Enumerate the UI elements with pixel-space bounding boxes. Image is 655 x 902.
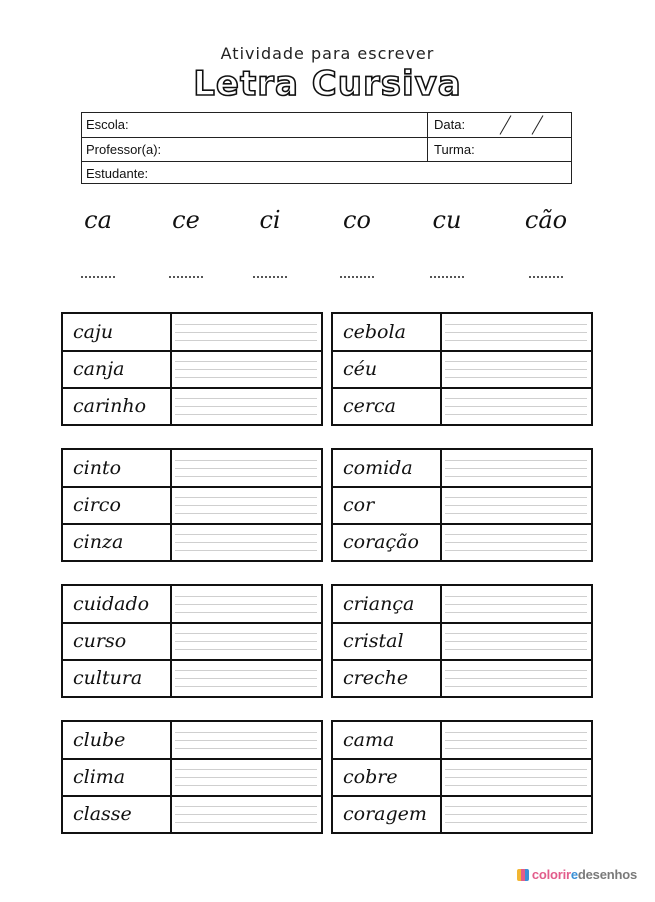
writing-guide-line[interactable] (445, 670, 587, 671)
writing-guide-line[interactable] (445, 822, 587, 823)
writing-guide-line[interactable] (445, 612, 587, 613)
writing-guide-line[interactable] (175, 806, 317, 807)
trace-line (529, 276, 563, 278)
writing-guide-line[interactable] (175, 748, 317, 749)
writing-guide-line[interactable] (445, 505, 587, 506)
teacher-label: Professor(a): (86, 142, 162, 157)
word-practice-block (331, 584, 593, 698)
writing-guide-line[interactable] (445, 361, 587, 362)
student-info-form (81, 112, 572, 184)
worksheet-title: Letra Cursiva (193, 64, 462, 104)
cursive-word: canja (73, 358, 125, 380)
writing-guide-line[interactable] (175, 612, 317, 613)
trace-line (169, 276, 203, 278)
cursive-word: cobre (343, 766, 398, 788)
writing-guide-line[interactable] (175, 406, 317, 407)
writing-guide-line[interactable] (175, 678, 317, 679)
writing-guide-line[interactable] (175, 814, 317, 815)
writing-guide-line[interactable] (175, 740, 317, 741)
trace-line (253, 276, 287, 278)
writing-guide-line[interactable] (445, 476, 587, 477)
cursive-word: circo (73, 494, 121, 516)
cursive-word: criança (343, 593, 415, 615)
trace-line (81, 276, 115, 278)
syllable: ca (84, 206, 112, 234)
writing-guide-line[interactable] (445, 649, 587, 650)
writing-guide-line[interactable] (175, 340, 317, 341)
syllable: cu (432, 206, 462, 234)
writing-guide-line[interactable] (445, 604, 587, 605)
cursive-word: coração (343, 531, 419, 553)
writing-guide-line[interactable] (445, 550, 587, 551)
info-row-student (82, 161, 571, 186)
word-practice-block (61, 584, 323, 698)
writing-guide-line[interactable] (445, 340, 587, 341)
cursive-word: classe (73, 803, 132, 825)
form-divider (427, 113, 428, 161)
syllable: co (343, 206, 371, 234)
trace-line (340, 276, 374, 278)
writing-guide-line[interactable] (175, 468, 317, 469)
writing-guide-line[interactable] (445, 769, 587, 770)
writing-guide-line[interactable] (445, 686, 587, 687)
syllable: ce (172, 206, 200, 234)
writing-guide-line[interactable] (445, 785, 587, 786)
writing-guide-line[interactable] (445, 748, 587, 749)
writing-guide-line[interactable] (175, 596, 317, 597)
cursive-word: cristal (343, 630, 404, 652)
writing-guide-line[interactable] (175, 822, 317, 823)
writing-guide-line[interactable] (445, 633, 587, 634)
writing-guide-line[interactable] (445, 641, 587, 642)
writing-guide-line[interactable] (445, 806, 587, 807)
writing-guide-line[interactable] (445, 398, 587, 399)
info-row-teacher (82, 137, 571, 162)
word-practice-block (61, 720, 323, 834)
writing-guide-line[interactable] (445, 369, 587, 370)
writing-guide-line[interactable] (175, 550, 317, 551)
writing-guide-line[interactable] (175, 332, 317, 333)
writing-guide-line[interactable] (175, 460, 317, 461)
word-practice-block (61, 448, 323, 562)
student-label: Estudante: (86, 166, 149, 181)
cursive-word: céu (343, 358, 378, 380)
writing-guide-line[interactable] (445, 460, 587, 461)
writing-guide-line[interactable] (175, 369, 317, 370)
cursive-word: curso (73, 630, 127, 652)
writing-guide-line[interactable] (445, 678, 587, 679)
syllable: ci (259, 206, 281, 234)
writing-guide-line[interactable] (175, 604, 317, 605)
writing-guide-line[interactable] (445, 542, 587, 543)
writing-guide-line[interactable] (445, 596, 587, 597)
writing-guide-line[interactable] (445, 324, 587, 325)
writing-guide-line[interactable] (175, 398, 317, 399)
writing-guide-line[interactable] (175, 497, 317, 498)
cursive-word: creche (343, 667, 409, 689)
word-practice-block (331, 448, 593, 562)
trace-line (430, 276, 464, 278)
cursive-word: cinza (73, 531, 124, 553)
syllable: cão (524, 206, 568, 234)
cursive-word: comida (343, 457, 413, 479)
writing-guide-line[interactable] (445, 406, 587, 407)
writing-guide-line[interactable] (445, 814, 587, 815)
cursive-word: cerca (343, 395, 396, 417)
writing-guide-line[interactable] (175, 534, 317, 535)
cursive-word: clube (73, 729, 126, 751)
school-label: Escola: (86, 117, 129, 132)
writing-guide-line[interactable] (445, 377, 587, 378)
writing-guide-line[interactable] (445, 777, 587, 778)
writing-guide-line[interactable] (445, 332, 587, 333)
writing-guide-line[interactable] (175, 732, 317, 733)
writing-guide-line[interactable] (175, 633, 317, 634)
site-logo: coloriredesenhos (517, 867, 637, 882)
cursive-word: carinho (73, 395, 147, 417)
cursive-word: cultura (73, 667, 143, 689)
cursive-word: cebola (343, 321, 406, 343)
word-practice-block (61, 312, 323, 426)
cursive-word: cuidado (73, 593, 150, 615)
writing-guide-line[interactable] (175, 361, 317, 362)
info-row-school (82, 113, 571, 137)
writing-guide-line[interactable] (175, 686, 317, 687)
writing-guide-line[interactable] (445, 414, 587, 415)
writing-guide-line[interactable] (445, 513, 587, 514)
writing-guide-line[interactable] (445, 497, 587, 498)
word-practice-block (331, 720, 593, 834)
writing-guide-line[interactable] (175, 377, 317, 378)
worksheet-subtitle: Atividade para escrever (220, 44, 435, 63)
writing-guide-line[interactable] (175, 769, 317, 770)
cursive-word: cama (343, 729, 395, 751)
date-label: Data: (434, 117, 466, 132)
writing-guide-line[interactable] (175, 414, 317, 415)
writing-guide-line[interactable] (445, 468, 587, 469)
word-practice-block (331, 312, 593, 426)
writing-guide-line[interactable] (175, 324, 317, 325)
cursive-word: caju (73, 321, 114, 343)
cursive-word: clima (73, 766, 126, 788)
writing-guide-line[interactable] (175, 476, 317, 477)
cursive-word: coragem (343, 803, 427, 825)
date-separator (532, 115, 544, 135)
writing-guide-line[interactable] (175, 785, 317, 786)
writing-guide-line[interactable] (175, 513, 317, 514)
writing-guide-line[interactable] (175, 505, 317, 506)
crayon-icon (517, 869, 529, 881)
cursive-word: cor (343, 494, 375, 516)
writing-guide-line[interactable] (445, 732, 587, 733)
writing-guide-line[interactable] (175, 641, 317, 642)
writing-guide-line[interactable] (175, 670, 317, 671)
writing-guide-line[interactable] (175, 649, 317, 650)
writing-guide-line[interactable] (445, 740, 587, 741)
date-separator (500, 115, 512, 135)
writing-guide-line[interactable] (175, 542, 317, 543)
class-label: Turma: (434, 142, 475, 157)
cursive-word: cinto (73, 457, 122, 479)
writing-guide-line[interactable] (175, 777, 317, 778)
writing-guide-line[interactable] (445, 534, 587, 535)
